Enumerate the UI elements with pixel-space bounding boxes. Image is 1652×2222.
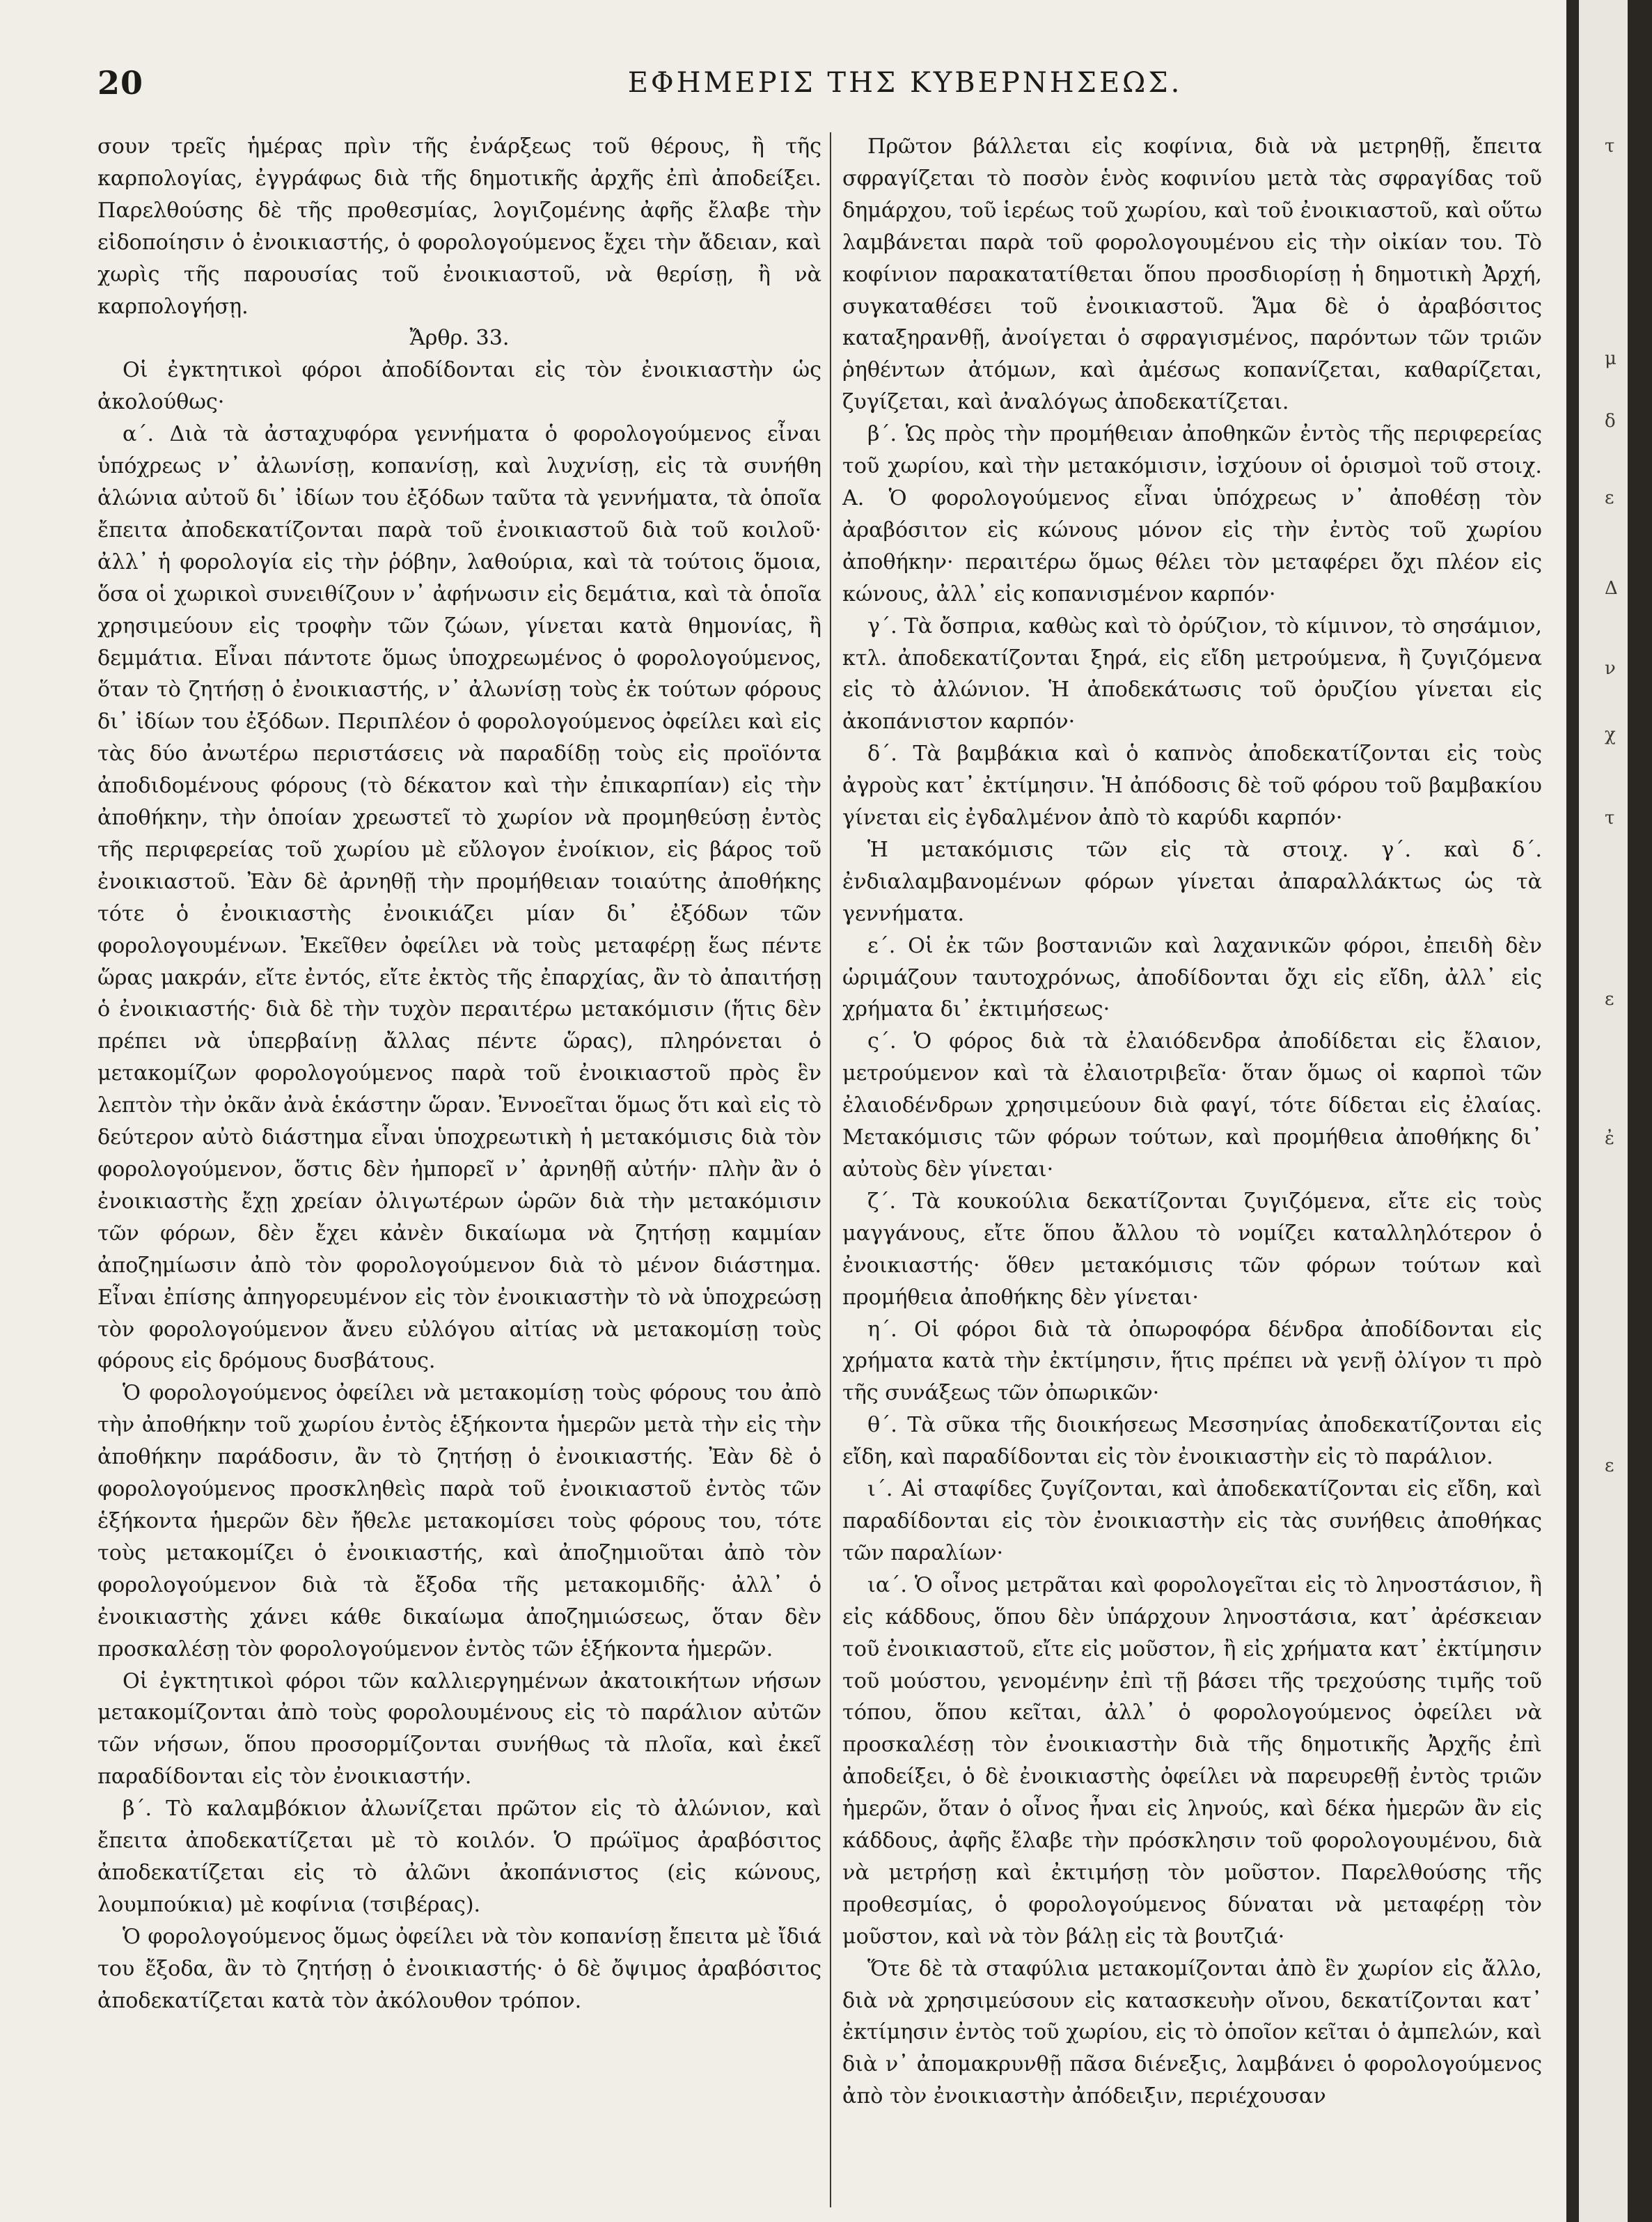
paragraph: δ΄. Τὰ βαμβάκια καὶ ὁ καπνὸς ἀποδεκατίζονται εἰς τοὺς ἀγροὺς κατ᾿ ἐκτίμησιν. Ἡ ἀπόδοσις δὲ τοῦ φόρου τοῦ βαμβακίου γίνεται εἰς ἐγδαλμένον ἀπὸ τὸ καρύδι καρπόν· [842,742,1542,831]
paragraph: γ΄. Τὰ ὄσπρια, καθὼς καὶ τὸ ὀρύζιον, τὸ κίμινον, τὸ σησάμιον, κτλ. ἀποδεκατίζονται ξηρά, εἰς εἴδη μετρούμενα, ἢ ζυγιζόμενα εἰς τὸ ἀλώνιον. Ἡ ἀποδεκάτωσις τοῦ ὀρυζίου γίνεται εἰς ἀκοπάνιστον καρπόν· [842,613,1542,735]
facing-page-letter: ἐ [1605,1128,1614,1149]
paragraph: ε΄. Οἱ ἐκ τῶν βοστανιῶν καὶ λαχανικῶν φόροι, ἐπειδὴ δὲν ὡριμάζουν ταυτοχρόνως, ἀποδίδονται ὄχι εἰς εἴδη, ἀλλ᾿ εἰς χρήματα δι᾿ ἐκτιμήσεως· [842,933,1542,1022]
facing-page-letter: Δ [1605,578,1618,599]
facing-page-letter: ε [1605,487,1614,508]
column-rule [830,132,831,2207]
facing-page-letter: ν [1605,658,1616,679]
paragraph: ια΄. Ὁ οἶνος μετρᾶται καὶ φορολογεῖται εἰς τὸ ληνοστάσιον, ἢ εἰς κάδδους, ὅπου δὲν ὑπάρχουν ληνοστάσια, κατ᾿ ἀρέσκειαν τοῦ ἐνοικιαστοῦ, εἴτε εἰς μοῦστον, ἢ εἰς χρήματα κατ᾿ ἐκτίμησιν τοῦ μούστου, γενομένην ἐπὶ τῇ βάσει τῆς τρεχούσης τιμῆς τοῦ τόπου, ὅπου κεῖται, ἀλλ᾿ ὁ φορολογούμενος ὀφείλει νὰ προσκαλέσῃ τὸν ἐνοικιαστὴν διὰ τῆς δημοτικῆς Ἀρχῆς ἐπὶ ἀποδείξει, ὁ δὲ ἐνοικιαστὴς ὀφείλει νὰ παρευρεθῇ ἐντὸς τριῶν ἡμερῶν, ὅταν ὁ οἶνος ἦναι εἰς ληνούς, καὶ δέκα ἡμερῶν ἂν εἰς κάδδους, ἀφῆς ἔλαβε τὴν πρόσκλησιν τοῦ φορολογουμένου, διὰ νὰ μετρήσῃ καὶ ἐκτιμήσῃ τὸν μοῦστον. Παρελθούσης τῆς προθεσμίας, ὁ φορολογούμενος δύναται νὰ μεταφέρῃ τὸν μοῦστον, καὶ νὰ τὸν βάλῃ εἰς τὰ βουτζιά· [842,1572,1542,1949]
facing-page-letter: μ [1605,348,1616,369]
page-header [91,64,1539,120]
page-number: 20 [97,64,144,102]
paragraph: α΄. Διὰ τὰ ἀσταχυφόρα γεννήματα ὁ φορολογούμενος εἶναι ὑπόχρεως ν᾿ ἀλωνίσῃ, κοπανίσῃ, καὶ λυχνίσῃ, εἰς τὰ συνήθη ἁλώνια αὐτοῦ δι᾿ ἰδίων του ἐξόδων ταῦτα τὰ γεννήματα, τὰ ὁποῖα ἔπειτα ἀποδεκατίζονται παρὰ τοῦ ἐνοικιαστοῦ διὰ τοῦ κοιλοῦ· ἀλλ᾿ ἡ φορολογία εἰς τὴν ῥόβην, λαθούρια, καὶ τὰ τούτοις ὅμοια, ὅσα οἱ χωρικοὶ συνειθίζουν ν᾿ ἀφήνωσιν εἰς δεμάτια, καὶ τὰ ὁποῖα χρησιμεύουν εἰς τροφὴν τῶν ζώων, γίνεται κατὰ θημονίας, ἢ δεμμάτια. Εἶναι πάντοτε ὅμως ὑποχρεωμένος ὁ φορολογούμενος, ὅταν τὸ ζητήσῃ ὁ ἐνοικιαστής, ν᾿ ἀλωνίσῃ τοὺς ἐκ τούτων φόρους δι᾿ ἰδίων του ἐξόδων. Περιπλέον ὁ φορολογούμενος ὀφείλει καὶ εἰς τὰς δύο ἀνωτέρω περιστάσεις νὰ παραδίδῃ τοὺς εἰς προϊόντα ἀποδιδομένους φόρους (τὸ δέκατον καὶ τὴν ἐπικαρπίαν) εἰς τὴν ἀποθήκην, τὴν ὁποίαν χρεωστεῖ τὸ χωρίον νὰ προμηθεύσῃ ἐντὸς τῆς περιφερείας τοῦ χωρίου μὲ εὔλογον ἐνοίκιον, εἰς βάρος τοῦ ἐνοικιαστοῦ. Ἐὰν δὲ ἀρνηθῇ τὴν προμήθειαν τοιαύτης ἀποθήκης τότε ὁ ἐνοικιαστὴς ἐνοικιάζει μίαν δι᾿ ἐξόδων τῶν φορολογουμένων. Ἐκεῖθεν ὀφείλει νὰ τοὺς μεταφέρῃ ἕως πέντε ὥρας μακράν, εἴτε ἐντός, εἴτε ἐκτὸς τῆς ἐπαρχίας, ἂν τὸ ἀπαιτήσῃ ὁ ἐνοικιαστής· διὰ δὲ τὴν τυχὸν περαιτέρω μετακόμισιν (ἥτις δὲν πρέπει νὰ ὑπερβαίνῃ ἄλλας πέντε ὥρας), πληρόνεται ὁ μετακομίζων φορολογούμενος παρὰ τοῦ ἐνοικιαστοῦ πρὸς ἓν λεπτὸν τὴν ὀκᾶν ἀνὰ ἑκάστην ὥραν. Ἐννοεῖται ὅμως ὅτι καὶ εἰς τὸ δεύτερον αὐτὸ διάστημα εἶναι ὑποχρεωτικὴ ἡ μετακόμισις διὰ τὸν φορολογούμενον, ὅστις δὲν ἠμπορεῖ ν᾿ ἀρνηθῇ αὐτήν· πλὴν ἂν ὁ ἐνοικιαστὴς ἔχῃ χρείαν ὀλιγωτέρων ὡρῶν διὰ τὴν μετακόμισιν τῶν φόρων, δὲν ἔχει κἀνὲν δικαίωμα νὰ ζητήσῃ καμμίαν ἀποζημίωσιν ἀπὸ τὸν φορολογούμενον διὰ τὸ μένον διάστημα. Εἶναι ἐπίσης ἀπηγορευμένον εἰς τὸν ἐνοικιαστὴν τὸ νὰ ὑποχρεώσῃ τὸν φορολογούμενον ἄνευ εὐλόγου αἰτίας νὰ μετακομίσῃ τοὺς φόρους εἰς δρόμους δυσβάτους. [97,422,821,1374]
paragraph: β΄. Ὡς πρὸς τὴν προμήθειαν ἀποθηκῶν ἐντὸς τῆς περιφερείας τοῦ χωρίου, καὶ τὴν μετακόμισιν, ἰσχύουν οἱ ὁρισμοὶ τοῦ στοιχ. Α. Ὁ φορολογούμενος εἶναι ὑπόχρεως ν᾿ ἀποθέσῃ τὸν ἀραβόσιτον εἰς κώνους μόνον εἰς τὴν ἐντὸς τοῦ χωρίου ἀποθήκην· περαιτέρω ὅμως θέλει τὸν μεταφέρει ὄχι πλέον εἰς κώνους, ἀλλ᾿ εἰς κοπανισμένον καρπόν· [842,422,1542,607]
facing-page-letter: δ [1605,411,1616,432]
facing-page-letter: ε [1605,1455,1614,1476]
right-column [842,131,1542,2113]
gutter-shadow [1566,0,1579,2222]
paragraph: ζ΄. Τὰ κουκούλια δεκατίζονται ζυγιζόμενα, εἴτε εἰς τοὺς μαγγάνους, εἴτε ὅπου ἄλλου τὸ νομίζει καταλληλότερον ὁ ἐνοικιαστής· ὅθεν μετακόμισις τῶν φόρων τούτων καὶ προμήθεια ἀποθήκης δὲν γίνεται· [842,1189,1542,1310]
paragraph: Ὅτε δὲ τὰ σταφύλια μετακομίζονται ἀπὸ ἓν χωρίον εἰς ἄλλο, διὰ νὰ χρησιμεύσουν εἰς κατασκευὴν οἴνου, δεκατίζονται κατ᾿ ἐκτίμησιν ἐντὸς τοῦ χωρίου, εἰς τὸ ὁποῖον κεῖται ὁ ἀμπελών, καὶ διὰ ν᾿ ἀπομακρυνθῇ πᾶσα διένεξις, λαμβάνει ὁ φορολογούμενος ἀπὸ τὸν ἐνοικιαστὴν ἀπόδειξιν, περιέχουσαν [842,1956,1542,2109]
paragraph: θ΄. Τὰ σῦκα τῆς διοικήσεως Μεσσηνίας ἀποδεκατίζονται εἰς εἴδη, καὶ παραδίδονται εἰς τὸν ἐνοικιαστὴν εἰς τὸ παράλιον. [842,1413,1542,1470]
running-title: ΕΦΗΜΕΡΙΣ ΤΗΣ ΚΥΒΕΡΝΗΣΕΩΣ. [627,67,1183,99]
paragraph: Ἡ μετακόμισις τῶν εἰς τὰ στοιχ. γ΄. καὶ δ΄. ἐνδιαλαμβανομένων φόρων γίνεται ἀπαραλλάκτως ὡς τὰ γεννήματα. [842,837,1542,926]
paragraph: Ὁ φορολογούμενος ὀφείλει νὰ μετακομίσῃ τοὺς φόρους του ἀπὸ τὴν ἀποθήκην τοῦ χωρίου ἐντὸς ἑξήκοντα ἡμερῶν μετὰ τὴν εἰς τὴν ἀποθήκην παράδοσιν, ἂν τὸ ζητήσῃ ὁ ἐνοικιαστής. Ἐὰν δὲ ὁ φορολογούμενος προσκληθεὶς παρὰ τοῦ ἐνοικιαστοῦ ἐντὸς τῶν ἑξήκοντα ἡμερῶν δὲν ἤθελε μετακομίσει τοὺς φόρους του, τότε τοὺς μετακομίζει ὁ ἐνοικιαστής, καὶ ἀποζημιοῦται ἀπὸ τὸν φορολογούμενον διὰ τὰ ἔξοδα τῆς μετακομιδῆς· ἀλλ᾿ ὁ ἐνοικιαστὴς χάνει κάθε δικαίωμα ἀποζημιώσεως, ὅταν δὲν προσκαλέσῃ τὸν φορολογούμενον ἐντὸς τῶν ἑξήκοντα ἡμερῶν. [97,1381,821,1661]
facing-page-edge [1628,0,1652,2222]
facing-page-letter: χ [1605,724,1616,745]
facing-page-letter: τ [1605,808,1615,829]
article-heading: Ἄρθρ. 33. [409,326,510,351]
paragraph: ς΄. Ὁ φόρος διὰ τὰ ἐλαιόδενδρα ἀποδίδεται εἰς ἔλαιον, μετρούμενον καὶ τὰ ἐλαιοτριβεῖα· ὅταν ὅμως οἱ καρποὶ τῶν ἐλαιοδένδρων χρησιμεύουν διὰ φαγί, τότε δίδεται εἰς ἐλαίας. Μετακόμισις τῶν φόρων τούτων, καὶ προμήθεια ἀποθήκης δι᾿ αὐτοὺς δὲν γίνεται· [842,1029,1542,1182]
paragraph: ι΄. Αἱ σταφίδες ζυγίζονται, καὶ ἀποδεκατίζονται εἰς εἴδη, καὶ παραδίδονται εἰς τὸν ἐνοικιαστὴν εἰς τὰς συνήθεις ἀποθήκας τῶν παραλίων· [842,1477,1542,1565]
paragraph: Οἱ ἐγκτητικοὶ φόροι ἀποδίδονται εἰς τὸν ἐνοικιαστὴν ὡς ἀκολούθως· [97,358,821,415]
facing-page-letter: τ [1605,136,1615,157]
paragraph: Ὁ φορολογούμενος ὅμως ὀφείλει νὰ τὸν κοπανίσῃ ἔπειτα μὲ ἴδιά του ἔξοδα, ἂν τὸ ζητήσῃ ὁ ἐνοικιαστής· ὁ δὲ ὄψιμος ἀραβόσιτος ἀποδεκατίζεται κατὰ τὸν ἀκόλουθον τρόπον. [97,1924,821,2013]
paragraph: η΄. Οἱ φόροι διὰ τὰ ὀπωροφόρα δένδρα ἀποδίδονται εἰς χρήματα κατὰ τὴν ἐκτίμησιν, ἥτις πρέπει νὰ γενῇ ὀλίγον τι πρὸ τῆς συνάξεως τῶν ὀπωρικῶν· [842,1317,1542,1406]
left-column [97,131,821,2017]
paragraph: Πρῶτον βάλλεται εἰς κοφίνια, διὰ νὰ μετρηθῇ, ἔπειτα σφραγίζεται τὸ ποσὸν ἑνὸς κοφινίου μετὰ τὰς σφραγίδας τοῦ δημάρχου, τοῦ ἱερέως τοῦ χωρίου, καὶ τοῦ ἐνοικιαστοῦ, καὶ οὕτω λαμβάνεται παρὰ τοῦ φορολογουμένου εἰς τὴν οἰκίαν του. Τὸ κοφίνιον παρακατατίθεται ὅπου προσδιορίσῃ ἡ δημοτικὴ Ἀρχή, συγκαταθέσει τοῦ ἐνοικιαστοῦ. Ἅμα δὲ ὁ ἀραβόσιτος καταξηρανθῇ, ἀνοίγεται ὁ σφραγισμένος, παρόντων τῶν τριῶν ῥηθέντων ἀτόμων, καὶ ἀμέσως κοπανίζεται, καθαρίζεται, ζυγίζεται, καὶ ἀναλόγως ἀποδεκατίζεται. [842,134,1542,415]
paragraph: β΄. Τὸ καλαμβόκιον ἀλωνίζεται πρῶτον εἰς τὸ ἀλώνιον, καὶ ἔπειτα ἀποδεκατίζεται μὲ τὸ κοιλόν. Ὁ πρώϊμος ἀραβόσιτος ἀποδεκατίζεται εἰς τὸ ἀλῶνι ἀκοπάνιστος (εἰς κώνους, λουμπούκια) μὲ κοφίνια (τσιβέρας). [97,1797,821,1917]
paragraph: Οἱ ἐγκτητικοὶ φόροι τῶν καλλιεργημένων ἀκατοικήτων νήσων μετακομίζονται ἀπὸ τοὺς φορολουμένους εἰς τὸ παράλιον αὐτῶν τῶν νήσων, ὅπου προσορμίζονται συνήθως τὰ πλοῖα, καὶ ἐκεῖ παραδίδονται εἰς τὸν ἐνοικιαστήν. [97,1668,821,1790]
paragraph: σουν τρεῖς ἡμέρας πρὶν τῆς ἐνάρξεως τοῦ θέρους, ἢ τῆς καρπολογίας, ἐγγράφως διὰ τῆς δημοτικῆς ἀρχῆς ἐπὶ ἀποδείξει. Παρελθούσης δὲ τῆς προθεσμίας, λογιζομένης ἀφῆς ἔλαβε τὴν εἰδοποίησιν ὁ ἐνοικιαστής, ὁ φορολογούμενος ἔχει τὴν ἄδειαν, καὶ χωρὶς τῆς παρουσίας τοῦ ἐνοικιαστοῦ, νὰ θερίσῃ, ἢ νὰ καρπολογήσῃ. [97,134,821,319]
facing-page-letter: ε [1605,989,1614,1010]
